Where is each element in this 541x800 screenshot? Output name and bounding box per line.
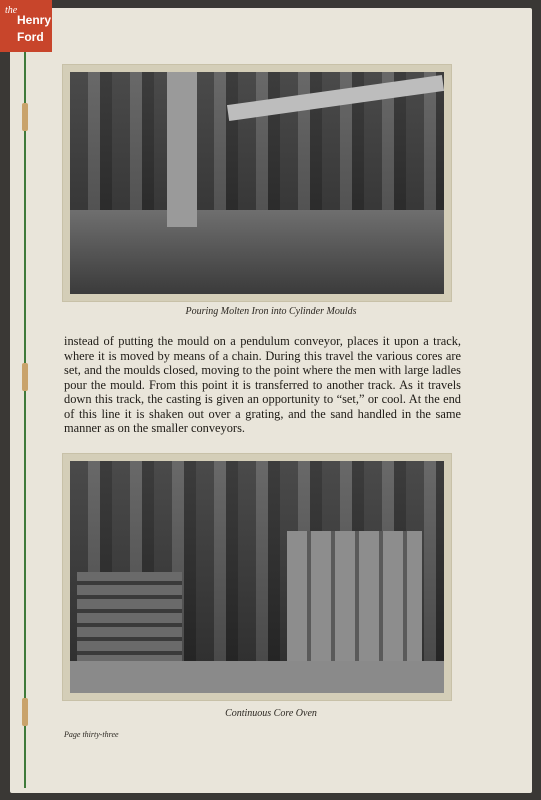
document-page xyxy=(10,8,532,793)
figure-2 xyxy=(63,454,451,700)
logo-henry: Henry xyxy=(17,13,52,27)
henry-ford-logo xyxy=(0,0,52,52)
logo-the: the xyxy=(5,5,18,16)
photo-pouring-molten-iron xyxy=(70,72,444,294)
photo-column xyxy=(167,72,197,227)
body-paragraph: instead of putting the mould on a pendulum conveyor, places it upon a track, where it is moved by means of a chain. During this travel the various cores are set, and the moulds closed, moving to the point where the men with large ladles pour the mould. From this point it is transferred to another track. As it travels down this track, the casting is given an opportunity to “set,” or cool. At the end of this line it is shaken out over a grating, and the sand handled in the same manner as on the smaller conveyors. xyxy=(64,334,461,435)
binding-staple xyxy=(22,363,28,391)
photo-floor xyxy=(70,661,444,693)
figure-2-caption: Continuous Core Oven xyxy=(225,708,317,719)
photo-racks xyxy=(287,531,422,670)
logo-ford: Ford xyxy=(17,30,44,44)
photo-core-oven xyxy=(70,461,444,693)
figure-1-caption: Pouring Molten Iron into Cylinder Moulds xyxy=(185,306,357,317)
figure-1 xyxy=(63,65,451,301)
photo-pipe xyxy=(227,75,444,121)
photo-floor xyxy=(70,210,444,294)
page-number: Page thirty-three xyxy=(64,730,119,739)
binding-thread xyxy=(24,48,26,788)
binding-staple xyxy=(22,103,28,131)
stitched-binding xyxy=(22,8,28,793)
